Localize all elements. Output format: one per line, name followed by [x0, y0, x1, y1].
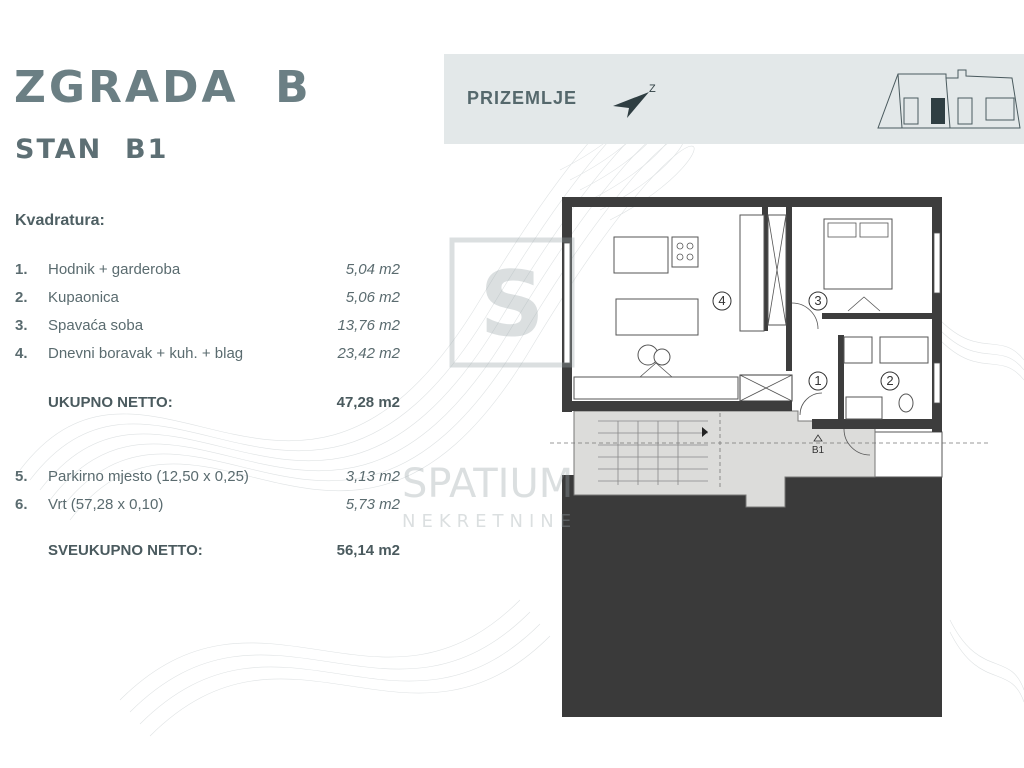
unit-tag: B1 [811, 445, 825, 456]
extra-row [15, 468, 400, 488]
extra-label: Parkirno mjesto (12,50 x 0,25) [48, 468, 249, 485]
net-total-value: 47,28 m2 [336, 394, 400, 411]
room-label: Dnevni boravak + kuh. + blag [48, 345, 244, 362]
room-number: 4. [15, 345, 28, 362]
extra-area: 3,13 m2 [345, 468, 400, 485]
room-row [15, 289, 400, 309]
keyplan-highlight [931, 98, 945, 124]
room-label: Hodnik + garderoba [48, 261, 181, 278]
room-marker-1: 1 [814, 373, 822, 388]
apartment-subtitle: STAN B1 [15, 134, 169, 165]
extra-row [15, 496, 400, 516]
room-row [15, 345, 400, 365]
watermark-line1: SPATIUM [402, 461, 574, 507]
room-area: 5,04 m2 [345, 261, 400, 278]
floor-header [444, 54, 1024, 144]
extra-number: 5. [15, 468, 28, 485]
grand-total-row [48, 542, 400, 562]
floor-plan [402, 185, 1000, 725]
north-letter: Z [649, 83, 656, 95]
room-number: 3. [15, 317, 28, 334]
room-area: 5,06 m2 [345, 289, 400, 306]
room-number: 2. [15, 289, 28, 306]
room-area: 13,76 m2 [337, 317, 400, 334]
room-number: 1. [15, 261, 28, 278]
north-arrow-icon [609, 80, 663, 120]
grand-total-value: 56,14 m2 [336, 542, 400, 559]
building-title: ZGRADA B [14, 62, 312, 113]
room-area: 23,42 m2 [337, 345, 400, 362]
watermark-line2: NEKRETNINE [402, 511, 578, 532]
extra-area: 5,73 m2 [345, 496, 400, 513]
room-label: Kupaonica [48, 289, 119, 306]
grand-total-label: SVEUKUPNO NETTO: [48, 542, 203, 559]
extra-number: 6. [15, 496, 28, 513]
room-label: Spavaća soba [48, 317, 144, 334]
room-marker-4: 4 [718, 293, 726, 308]
garden-area [562, 475, 942, 717]
net-total-row [48, 394, 400, 414]
floor-label: PRIZEMLJE [467, 88, 578, 108]
building-keyplan [874, 68, 1020, 130]
area-heading: Kvadratura: [15, 212, 105, 229]
room-row [15, 261, 400, 281]
room-marker-3: 3 [814, 293, 822, 308]
net-total-label: UKUPNO NETTO: [48, 394, 173, 411]
room-row [15, 317, 400, 337]
watermark-logo-letter: S [479, 252, 545, 357]
room-marker-2: 2 [886, 373, 894, 388]
extra-label: Vrt (57,28 x 0,10) [48, 496, 164, 513]
